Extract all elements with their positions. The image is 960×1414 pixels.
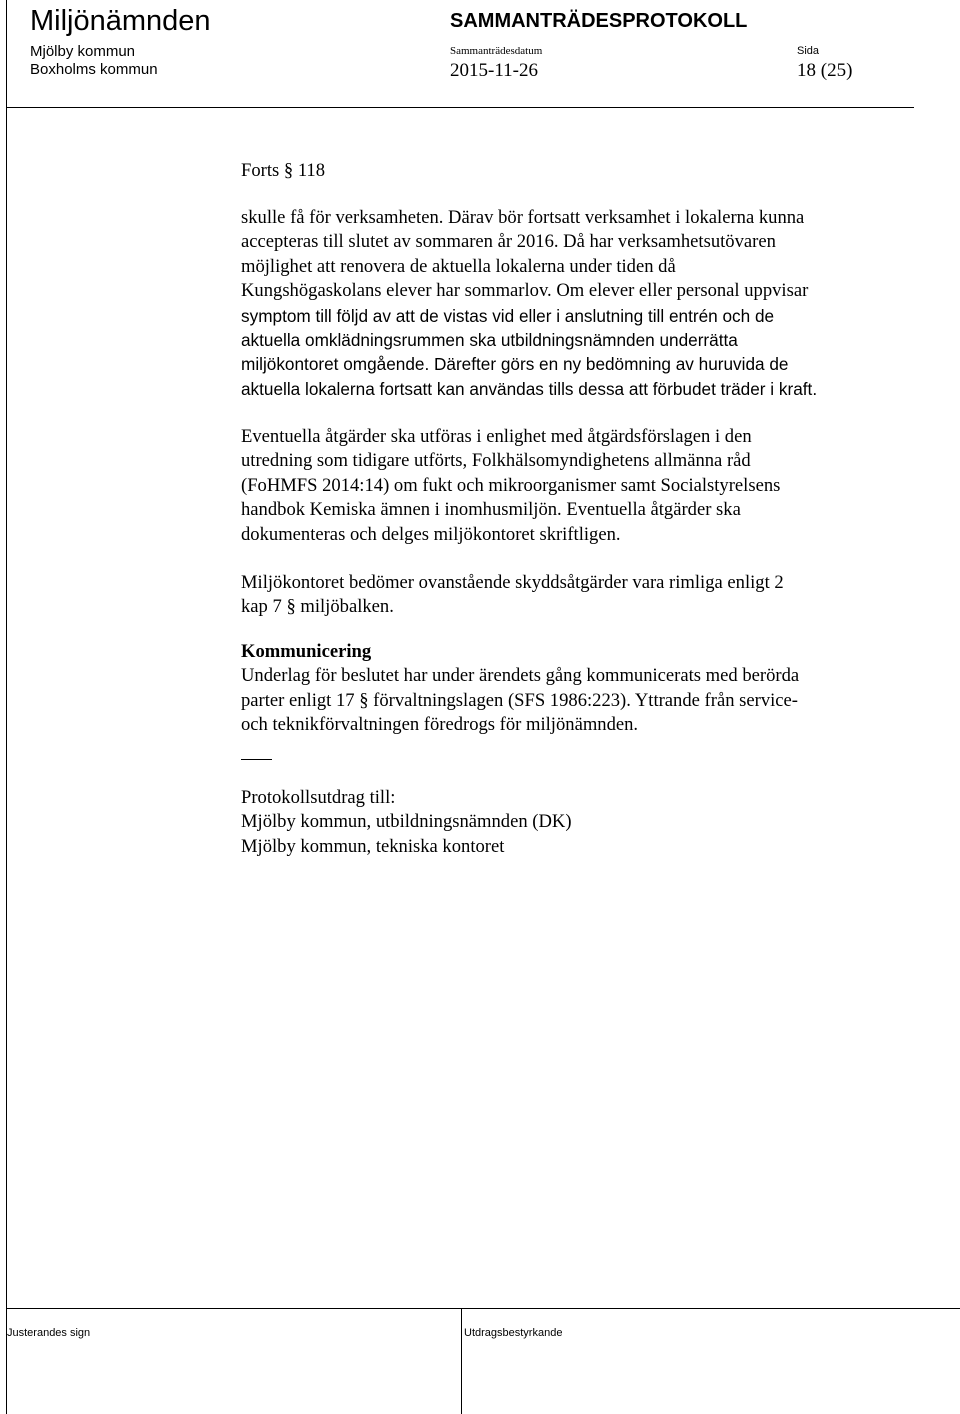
- meeting-date-label: Sammanträdesdatum: [450, 45, 543, 57]
- section-heading: Kommunicering: [241, 641, 372, 662]
- paragraph-line: möjlighet att renovera de aktuella lokalerna under tiden då: [241, 255, 676, 277]
- header-divider: [6, 107, 914, 108]
- municipality-1: Mjölby kommun: [30, 43, 136, 60]
- paragraph-line: Underlag för beslutet har under ärendets gång kommunicerats med berörda: [241, 665, 800, 687]
- paragraph-3: [241, 571, 901, 620]
- paragraph-line: miljökontoret omgående. Därefter görs en ny bedömning av huruvida de: [241, 354, 789, 375]
- distribution-item: Mjölby kommun, utbildningsnämnden (DK): [241, 811, 572, 833]
- continuation-heading: [241, 159, 901, 183]
- communication-section: [241, 640, 901, 738]
- paragraph-2: [241, 425, 901, 547]
- paragraph-line: handbok Kemiska ämnen i inomhusmiljön. Eventuella åtgärder ska: [241, 499, 741, 521]
- paragraph-line: dokumenteras och delges miljökontoret skriftligen.: [241, 523, 621, 545]
- document-title: SAMMANTRÄDESPROTOKOLL: [450, 10, 748, 32]
- page-number: 18 (25): [797, 60, 853, 81]
- paragraph-1: [241, 206, 901, 401]
- separator-line: [241, 759, 272, 760]
- committee-title: Miljönämnden: [30, 5, 211, 37]
- left-margin-rule: [6, 0, 7, 1414]
- paragraph-line: accepteras till slutet av sommaren år 2016. Då har verksamhetsutövaren: [241, 231, 776, 253]
- distribution-heading: Protokollsutdrag till:: [241, 787, 396, 808]
- meeting-date: 2015-11-26: [450, 60, 538, 81]
- paragraph-line: skulle få för verksamheten. Därav bör fortsatt verksamhet i lokalerna kunna: [241, 207, 805, 228]
- page-label: Sida: [797, 45, 820, 57]
- paragraph-line: aktuella omklädningsrummen ska utbildningsnämnden underrätta: [241, 330, 738, 351]
- paragraph-line: Miljökontoret bedömer ovanstående skyddsåtgärder vara rimliga enligt 2: [241, 572, 784, 593]
- footer-divider: [6, 1308, 960, 1309]
- municipality-2: Boxholms kommun: [30, 61, 158, 78]
- paragraph-line: Eventuella åtgärder ska utföras i enlighet med åtgärdsförslagen i den: [241, 426, 752, 447]
- paragraph-line: utredning som tidigare utförts, Folkhälsomyndighetens allmänna råd: [241, 450, 751, 472]
- paragraph-line: (FoHMFS 2014:14) om fukt och mikroorganismer samt Socialstyrelsens: [241, 474, 781, 496]
- distribution-item: Mjölby kommun, tekniska kontoret: [241, 835, 505, 857]
- paragraph-line: symptom till följd av att de vistas vid eller i anslutning till entrén och de: [241, 305, 775, 326]
- paragraph-line: och teknikförvaltningen föredrogs för miljönämnden.: [241, 714, 639, 736]
- paragraph-line: Kungshögaskolans elever har sommarlov. Om elever eller personal uppvisar: [241, 280, 809, 302]
- paragraph-line: parter enligt 17 § förvaltningslagen (SFS 1986:223). Yttrande från service-: [241, 689, 798, 711]
- distribution-list: [241, 786, 901, 859]
- signature-label: Justerandes sign: [7, 1327, 91, 1339]
- paragraph-line: kap 7 § miljöbalken.: [241, 596, 394, 618]
- certification-label: Utdragsbestyrkande: [464, 1327, 563, 1339]
- paragraph-line: aktuella lokalerna fortsatt kan användas tills dessa att förbudet träder i kraft.: [241, 378, 818, 399]
- continuation-text: Forts § 118: [241, 160, 326, 181]
- footer-column-divider: [461, 1308, 462, 1414]
